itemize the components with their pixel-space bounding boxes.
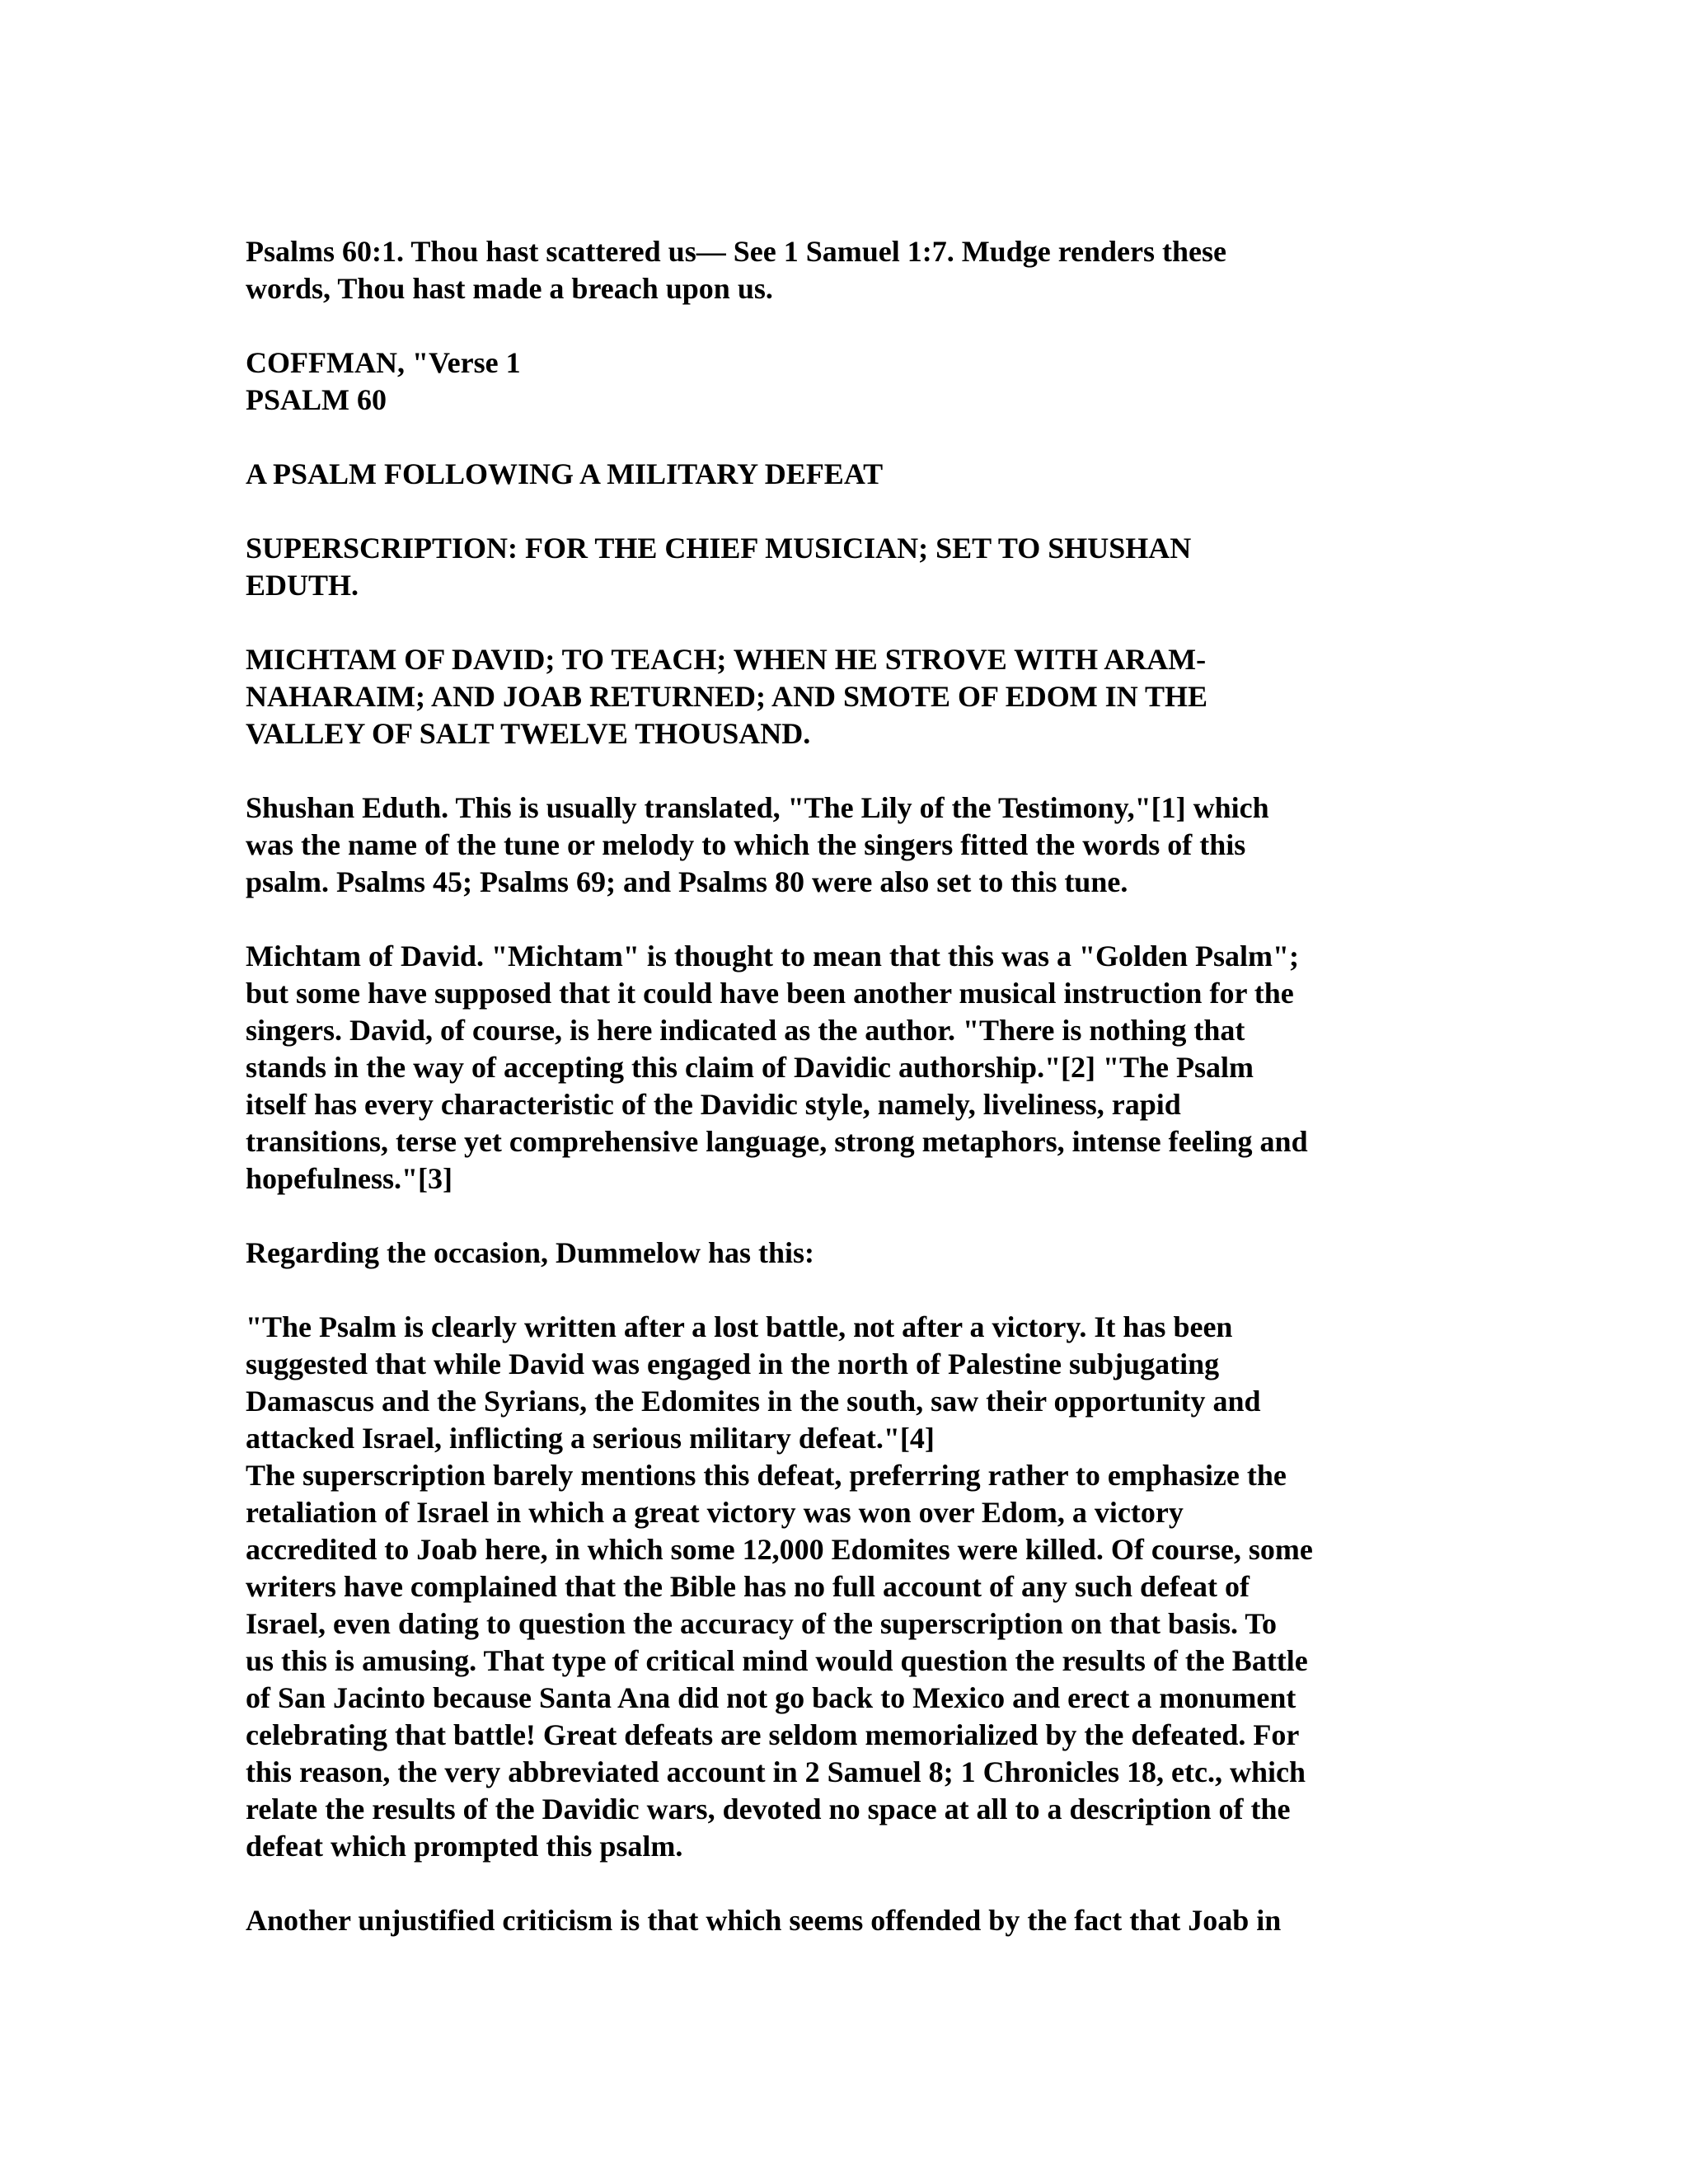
document-body [246, 233, 1441, 1976]
text-line: singers. David, of course, is here indicated as the author. "There is nothing that [246, 1014, 1245, 1047]
text-line: retaliation of Israel in which a great victory was won over Edom, a victory [246, 1496, 1184, 1529]
text-line: us this is amusing. That type of critical mind would question the results of the Battle [246, 1644, 1308, 1677]
text-line: A PSALM FOLLOWING A MILITARY DEFEAT [246, 457, 884, 490]
text-line: accredited to Joab here, in which some 12,000 Edomites were killed. Of course, some [246, 1533, 1313, 1566]
text-line: The superscription barely mentions this defeat, preferring rather to emphasize the [246, 1459, 1287, 1492]
text-line: Regarding the occasion, Dummelow has this: [246, 1236, 814, 1269]
paragraph-michtam-superscription [246, 641, 1441, 752]
text-line: transitions, terse yet comprehensive language, strong metaphors, intense feeling and [246, 1125, 1308, 1158]
paragraph-occasion-intro [246, 1235, 1441, 1272]
text-line: was the name of the tune or melody to which the singers fitted the words of this [246, 828, 1246, 861]
text-line: stands in the way of accepting this claim of Davidic authorship."[2] "The Psalm [246, 1051, 1254, 1084]
text-line: "The Psalm is clearly written after a lost battle, not after a victory. It has been [246, 1310, 1233, 1343]
text-line: words, Thou hast made a breach upon us. [246, 272, 773, 305]
text-line: itself has every characteristic of the Davidic style, namely, liveliness, rapid [246, 1088, 1181, 1121]
text-line: defeat which prompted this psalm. [246, 1830, 683, 1863]
text-line: PSALM 60 [246, 383, 387, 416]
paragraph-intro-note [246, 233, 1441, 307]
text-line: of San Jacinto because Santa Ana did not go back to Mexico and erect a monument [246, 1681, 1296, 1714]
text-line: EDUTH. [246, 569, 359, 602]
text-line: Michtam of David. "Michtam" is thought to mean that this was a "Golden Psalm"; [246, 940, 1299, 972]
text-line: VALLEY OF SALT TWELVE THOUSAND. [246, 717, 811, 750]
text-line: psalm. Psalms 45; Psalms 69; and Psalms 80 were also set to this tune. [246, 865, 1128, 898]
text-line: but some have supposed that it could have been another musical instruction for the [246, 977, 1294, 1010]
text-line: attacked Israel, inflicting a serious military defeat."[4] [246, 1422, 935, 1455]
paragraph-superscription [246, 530, 1441, 604]
text-line: this reason, the very abbreviated account in 2 Samuel 8; 1 Chronicles 18, etc., which [246, 1755, 1306, 1788]
text-line: NAHARAIM; AND JOAB RETURNED; AND SMOTE OF EDOM IN THE [246, 680, 1208, 713]
text-line: Another unjustified criticism is that which seems offended by the fact that Joab in [246, 1904, 1282, 1937]
paragraph-another-criticism [246, 1902, 1441, 1939]
text-line: writers have complained that the Bible has no full account of any such defeat of [246, 1570, 1250, 1603]
text-line: Israel, even dating to question the accuracy of the superscription on that basis. To [246, 1607, 1278, 1640]
paragraph-commentary-heading [246, 344, 1441, 419]
paragraph-psalm-title [246, 456, 1441, 493]
text-line: celebrating that battle! Great defeats are seldom memorialized by the defeated. For [246, 1718, 1300, 1751]
paragraph-michtam-of-david [246, 938, 1441, 1197]
text-line: SUPERSCRIPTION: FOR THE CHIEF MUSICIAN; SET TO SHUSHAN [246, 532, 1192, 565]
text-line: Shushan Eduth. This is usually translated, "The Lily of the Testimony,"[1] which [246, 791, 1269, 824]
text-line: Damascus and the Syrians, the Edomites in the south, saw their opportunity and [246, 1385, 1261, 1418]
text-line: hopefulness."[3] [246, 1162, 453, 1195]
text-line: Psalms 60:1. Thou hast scattered us— See 1 Samuel 1:7. Mudge renders these [246, 235, 1226, 268]
text-line: MICHTAM OF DAVID; TO TEACH; WHEN HE STROVE WITH ARAM- [246, 643, 1207, 676]
paragraph-superscription-defeat [246, 1457, 1441, 1865]
paragraph-dummelow-quote [246, 1309, 1441, 1457]
text-line: relate the results of the Davidic wars, devoted no space at all to a description of the [246, 1793, 1291, 1825]
paragraph-shushan-eduth [246, 790, 1441, 901]
text-line: suggested that while David was engaged in the north of Palestine subjugating [246, 1347, 1220, 1380]
text-line: COFFMAN, "Verse 1 [246, 346, 521, 379]
